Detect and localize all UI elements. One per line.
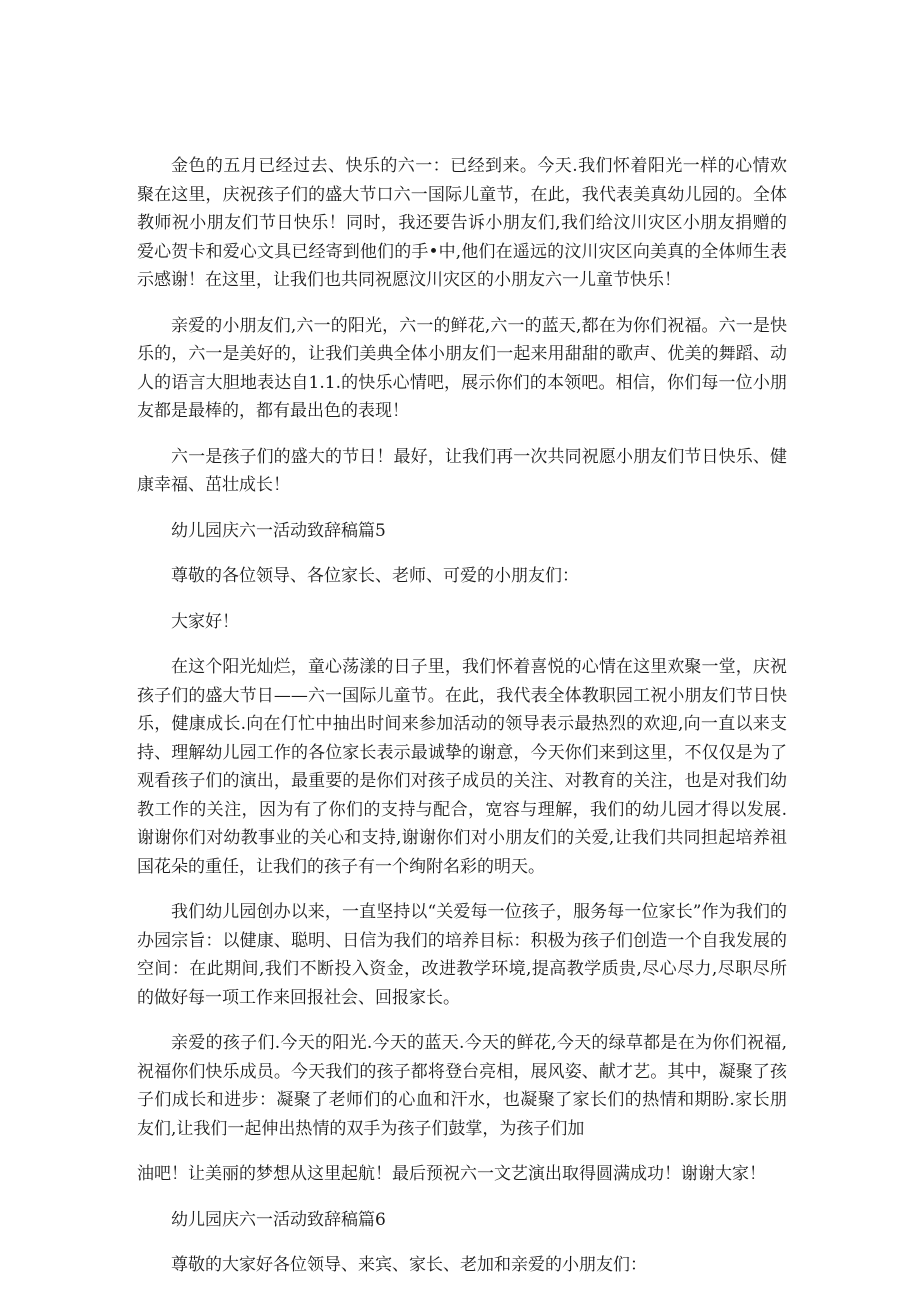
salutation-6: 尊敬的大家好各位领导、来宾、家长、老加和亲爱的小朋友们： <box>171 1255 647 1275</box>
document-body <box>137 152 787 1297</box>
paragraph-welcome: 在这个阳光灿烂，童心荡漾的日子里，我们怀着喜悦的心情在这里欢聚一堂，庆祝孩子们的盛大节日——六一国际儿童节。在此，我代表全体教职园工祝小朋友们节日快乐，健康成长.向在仃忙中抽出时间来参加活动的领导表示最热烈的欢迎,向一直以来支持、理解幼儿园工作的各位家长表示最诚挚的谢意，今天你们来到这里，不仅仅是为了观看孩子们的演出，最重要的是你们对孩子成员的关注、对教育的关注，也是对我们幼教工作的关注，因为有了你们的支持与配合，宽容与理解，我们的幼儿园才得以发展.谢谢你们对幼教事业的关心和支持,谢谢你们对小朋友们的关爱,让我们共同担起培养祖国花朵的重任，让我们的孩子有一个绚附名彩的明天。 <box>137 657 787 877</box>
paragraph-children: 亲爱的孩子们.今天的阳光.今天的蓝天.今天的鲜花,今天的绿草都是在为你们祝福,祝福你们快乐成员。今天我们的孩子都将登台亮相，展风姿、献才艺。其中，凝聚了孩子们成长和进步：凝聚了老师们的心血和汗水，也凝聚了家长们的热情和期盼.家长朋友们,让我们一起伸出热情的双手为孩子们鼓掌，为孩子们加 <box>137 1033 787 1139</box>
section-heading-6: 幼儿园庆六一活动致辞稿篇6 <box>171 1209 386 1230</box>
salutation: 尊敬的各位领导、各位家长、老师、可爱的小朋友们： <box>171 566 579 586</box>
paragraph-mission: 我们幼儿园创办以来，一直坚持以“关爱每一位孩子，服务每一位家长”作为我们的办园宗旨：以健康、聪明、日信为我们的培养目标：积极为孩子们创造一个自我发展的空间：在此期间,我们不断投入资金，改进教学环境,提高教学质贵,尽心尽力,尽职尽所的做好每一项工作来回报社会、回报家长。 <box>137 902 787 1008</box>
paragraph-blessing: 六一是孩子们的盛大的节日！最好，让我们再一次共同祝愿小朋友们节日快乐、健康幸福、茁壮成长！ <box>137 446 787 495</box>
paragraph-intro: 金色的五月已经过去、快乐的六一：已经到来。今天.我们怀着阳光一样的心情欢聚在这里，庆祝孩子们的盛大节口六一国际儿童节，在此，我代表美真幼儿园的。全体教师祝小朋友们节日快乐！同时，我还要告诉小朋友们,我们给汶川灾区小朋友捐赠的爱心贺卡和爱心文具已经寄到他们的手•中,他们在遥远的汶川灾区向美真的全体师生表示感谢！在这里，让我们也共同祝愿汶川灾区的小朋友六一儿童节快乐！ <box>137 156 787 290</box>
greeting-line: 大家好！ <box>171 611 239 632</box>
section-heading-5: 幼儿园庆六一活动致辞稿篇5 <box>171 520 386 541</box>
paragraph-children-greeting: 亲爱的小朋友们,六一的阳光，六一的鲜花,六一的蓝天,都在为你们祝福。六一是快乐的，六一是美好的，让我们美典全体小朋友们一起来用甜甜的歌声、优美的舞蹈、动人的语言大胆地表达自1.1.的快乐心情吧，展示你们的本领吧。相信，你们每一位小朋友都是最棒的，都有最出色的表现！ <box>137 315 787 421</box>
paragraph-closing: 油吧！让美丽的梦想从这里起航！最后预祝六一文艺演出取得圆满成功！谢谢大家！ <box>137 1164 766 1184</box>
